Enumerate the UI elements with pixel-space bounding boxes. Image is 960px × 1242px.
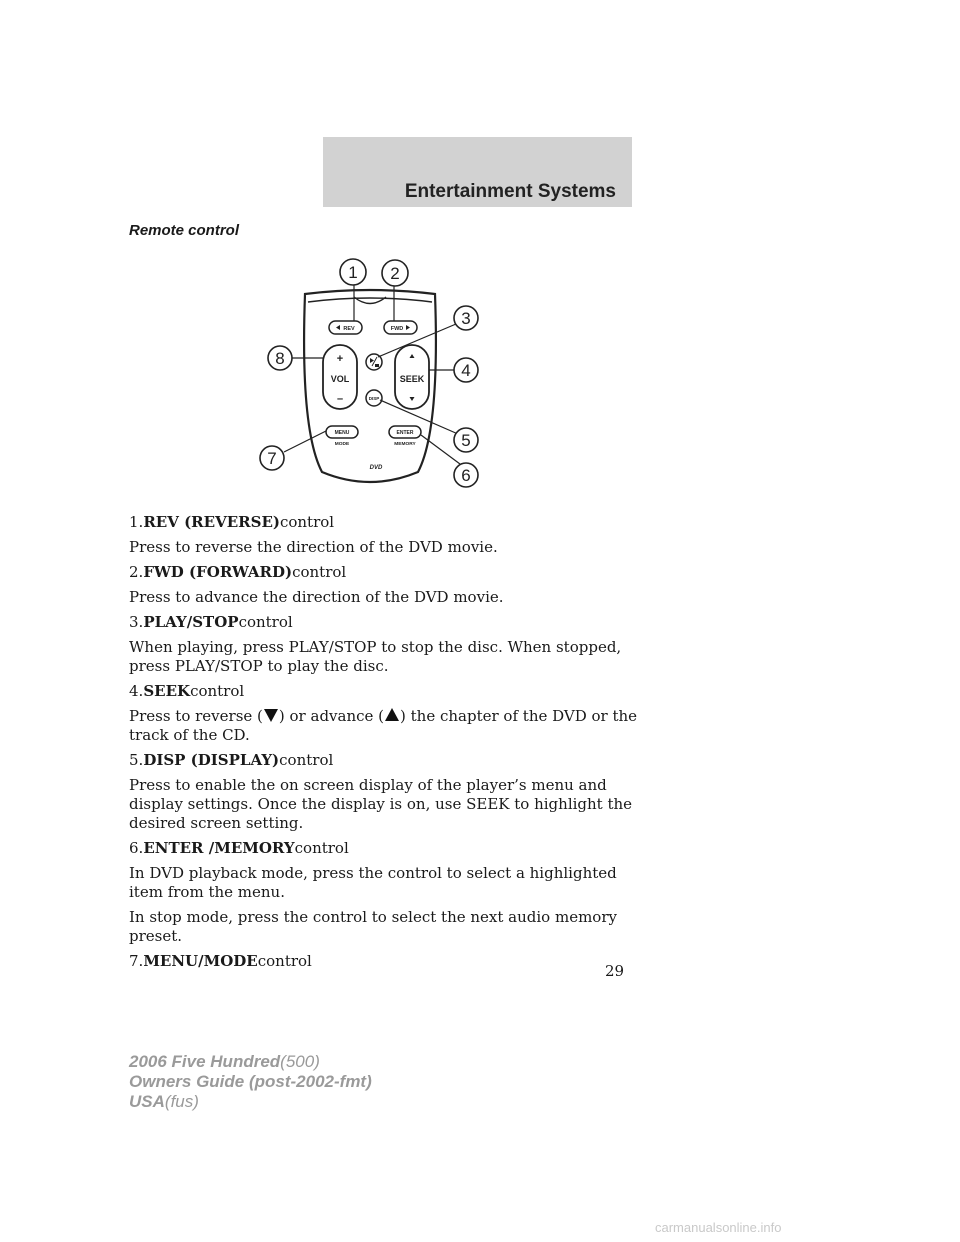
item-description: Press to reverse ( ) or advance ( ) the chapter of the DVD or the track of the CD. <box>129 707 638 744</box>
enter-label: ENTER <box>396 430 414 436</box>
vol-label: VOL <box>330 374 350 384</box>
item-description: Press to reverse the direction of the DVD movie. <box>129 538 498 556</box>
vol-minus-label: – <box>336 393 344 405</box>
disp-label: DISP <box>368 396 380 401</box>
item-description: Press to advance the direction of the DVD movie. <box>129 588 504 606</box>
item-description: In DVD playback mode, press the control to select a highlighted item from the menu. <box>129 864 617 901</box>
vol-plus-label: + <box>336 353 344 365</box>
memory-label: MEMORY <box>394 442 416 447</box>
section-title: Remote control <box>129 222 240 239</box>
page-title: Entertainment Systems <box>404 181 616 202</box>
header-band <box>323 137 632 207</box>
watermark: carmanualsonline.info <box>655 1220 782 1235</box>
item-description: In stop mode, press the control to select the next audio memory preset. <box>129 908 617 945</box>
item-heading: 4.SEEKcontrol <box>129 682 245 700</box>
item-heading: 1.REV (REVERSE)control <box>129 513 335 531</box>
page-number: 29 <box>605 962 625 980</box>
menu-label: MENU <box>334 430 350 436</box>
dvd-label: DVD <box>369 465 383 471</box>
callout-7: 7 <box>267 449 277 468</box>
callout-6: 6 <box>461 466 471 485</box>
document-footer: 2006 Five Hundred(500) Owners Guide (post-2002-fmt) USA(fus) <box>129 1052 372 1111</box>
item-heading: 5.DISP (DISPLAY)control <box>129 751 334 769</box>
rev-label: REV <box>343 326 355 332</box>
fwd-label: FWD <box>390 326 404 332</box>
item-heading: 6.ENTER /MEMORYcontrol <box>129 839 349 857</box>
item-description: When playing, press PLAY/STOP to stop the disc. When stopped, press PLAY/STOP to play the disc. <box>129 638 622 675</box>
callout-5: 5 <box>461 431 471 450</box>
callout-2: 2 <box>390 264 400 283</box>
seek-label: SEEK <box>399 374 425 384</box>
callout-1: 1 <box>348 263 358 282</box>
seek-up-triangle-icon <box>384 707 400 723</box>
callout-4: 4 <box>461 361 471 380</box>
remote-control-diagram <box>250 250 490 500</box>
item-description: Press to enable the on screen display of the player’s menu and display settings. Once the display is on, use SEEK to highlight the desired screen setting. <box>129 776 633 832</box>
seek-down-triangle-icon <box>263 707 279 723</box>
mode-label: MODE <box>334 442 350 447</box>
control-descriptions <box>129 513 639 977</box>
callout-8: 8 <box>275 349 285 368</box>
item-heading: 3.PLAY/STOPcontrol <box>129 613 293 631</box>
callout-3: 3 <box>461 309 471 328</box>
item-heading: 2.FWD (FORWARD)control <box>129 563 347 581</box>
item-heading: 7.MENU/MODEcontrol <box>129 952 312 970</box>
